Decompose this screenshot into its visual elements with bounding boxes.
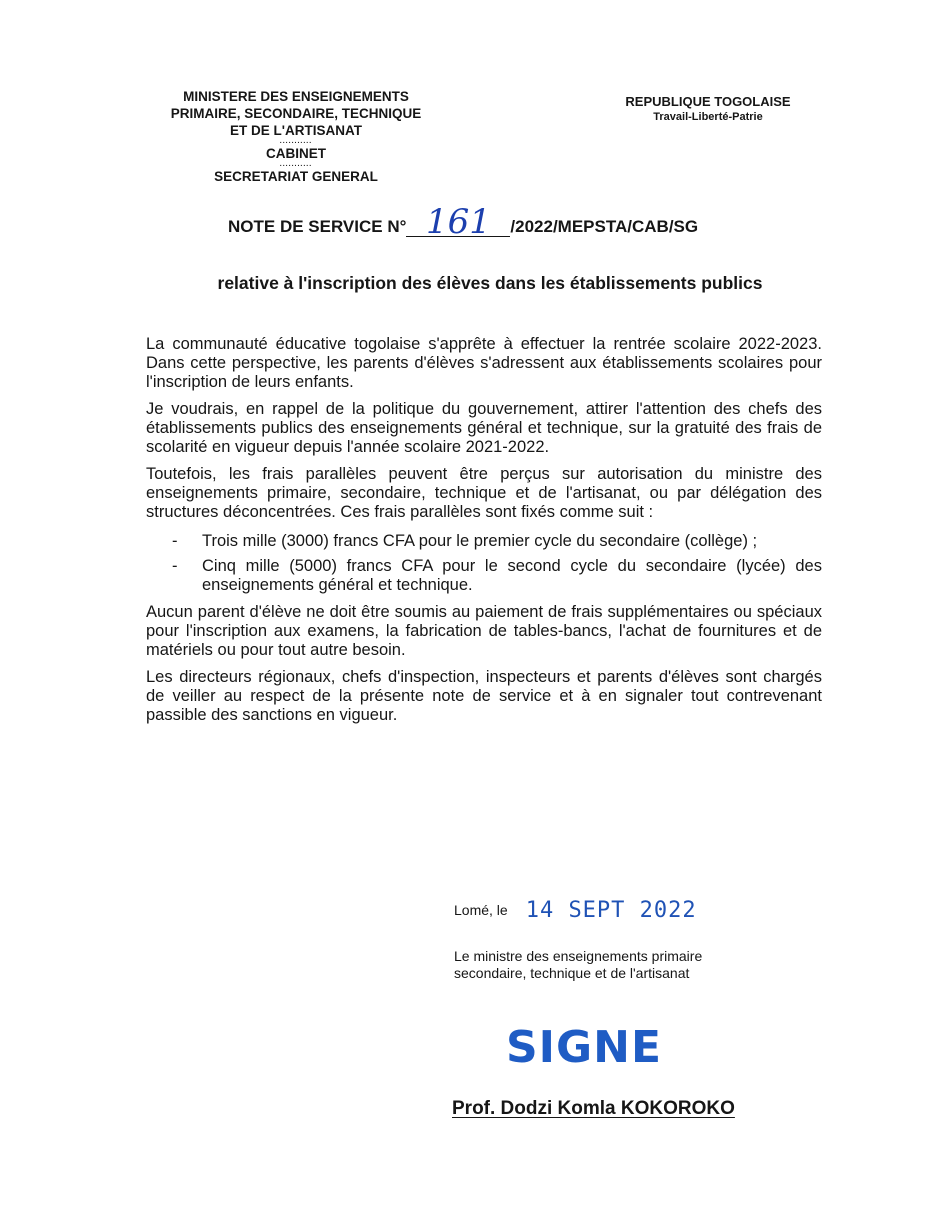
ministry-line: PRIMAIRE, SECONDAIRE, TECHNIQUE	[170, 106, 422, 121]
bullet-dash: -	[172, 532, 178, 550]
list-item-text: Trois mille (3000) francs CFA pour le premier cycle du secondaire (collège) ;	[202, 532, 758, 550]
date-line	[454, 898, 697, 923]
republic-motto: Travail-Liberté-Patrie	[653, 111, 763, 123]
date-stamp: 14 SEPT 2022	[525, 898, 697, 923]
note-title	[228, 202, 788, 242]
list-item	[146, 557, 822, 595]
date-place: Lomé, le	[454, 902, 508, 918]
body-paragraph: Toutefois, les frais parallèles peuvent être perçus sur autorisation du ministre des enseignements primaire, secondaire, technique et de l'artisanat, ou par délégation des structures déconcentrées. Ces frais parallèles sont fixés comme suit :	[146, 465, 822, 521]
note-subject: relative à l'inscription des élèves dans les établissements publics	[217, 273, 763, 293]
ministry-header	[146, 88, 446, 185]
body-paragraph: Je voudrais, en rappel de la politique du gouvernement, attirer l'attention des chefs des établissements publics des enseignements général et technique, sur la gratuité des frais de scolarité en vigueur depuis l'année scolaire 2021-2022.	[146, 400, 822, 456]
list-item	[146, 532, 822, 551]
signatory-name: Prof. Dodzi Komla KOKOROKO	[452, 1098, 735, 1119]
body-paragraph: Aucun parent d'élève ne doit être soumis au paiement de frais supplémentaires ou spéciaux pour l'inscription aux examens, la fabrication de tables-bancs, l'achat de fournitures et de matériels ou pour tout autre besoin.	[146, 603, 822, 659]
note-suffix: /2022/MEPSTA/CAB/SG	[510, 217, 699, 236]
note-prefix: NOTE DE SERVICE N°	[228, 217, 407, 236]
minister-title: Le ministre des enseignements primaire secondaire, technique et de l'artisanat	[454, 948, 703, 981]
fee-list	[146, 532, 822, 595]
list-item-text: Cinq mille (5000) francs CFA pour le second cycle du secondaire (lycée) des enseignements général et technique.	[202, 557, 822, 594]
header-separator: ...........	[279, 138, 313, 145]
note-number: 161	[406, 208, 510, 237]
note-body	[146, 335, 822, 733]
secretariat-label: SECRETARIAT GENERAL	[214, 169, 378, 184]
bullet-dash: -	[172, 557, 178, 575]
ministry-line: ET DE L'ARTISANAT	[230, 123, 362, 138]
cabinet-label: CABINET	[266, 146, 326, 161]
ministry-line: MINISTERE DES ENSEIGNEMENTS	[183, 89, 409, 104]
signed-stamp: SIGNE	[505, 1022, 663, 1073]
republic-name: REPUBLIQUE TOGOLAISE	[625, 94, 791, 109]
republic-header	[598, 93, 818, 125]
body-paragraph: La communauté éducative togolaise s'apprête à effectuer la rentrée scolaire 2022-2023. Dans cette perspective, les parents d'élèves s'adressent aux établissements scolaires pour l'inscription de leurs enfants.	[146, 335, 822, 391]
body-paragraph: Les directeurs régionaux, chefs d'inspection, inspecteurs et parents d'élèves sont chargés de veiller au respect de la présente note de service et à en signaler tout contrevenant passible des sanctions en vigueur.	[146, 668, 822, 724]
header-separator: ...........	[279, 161, 313, 168]
